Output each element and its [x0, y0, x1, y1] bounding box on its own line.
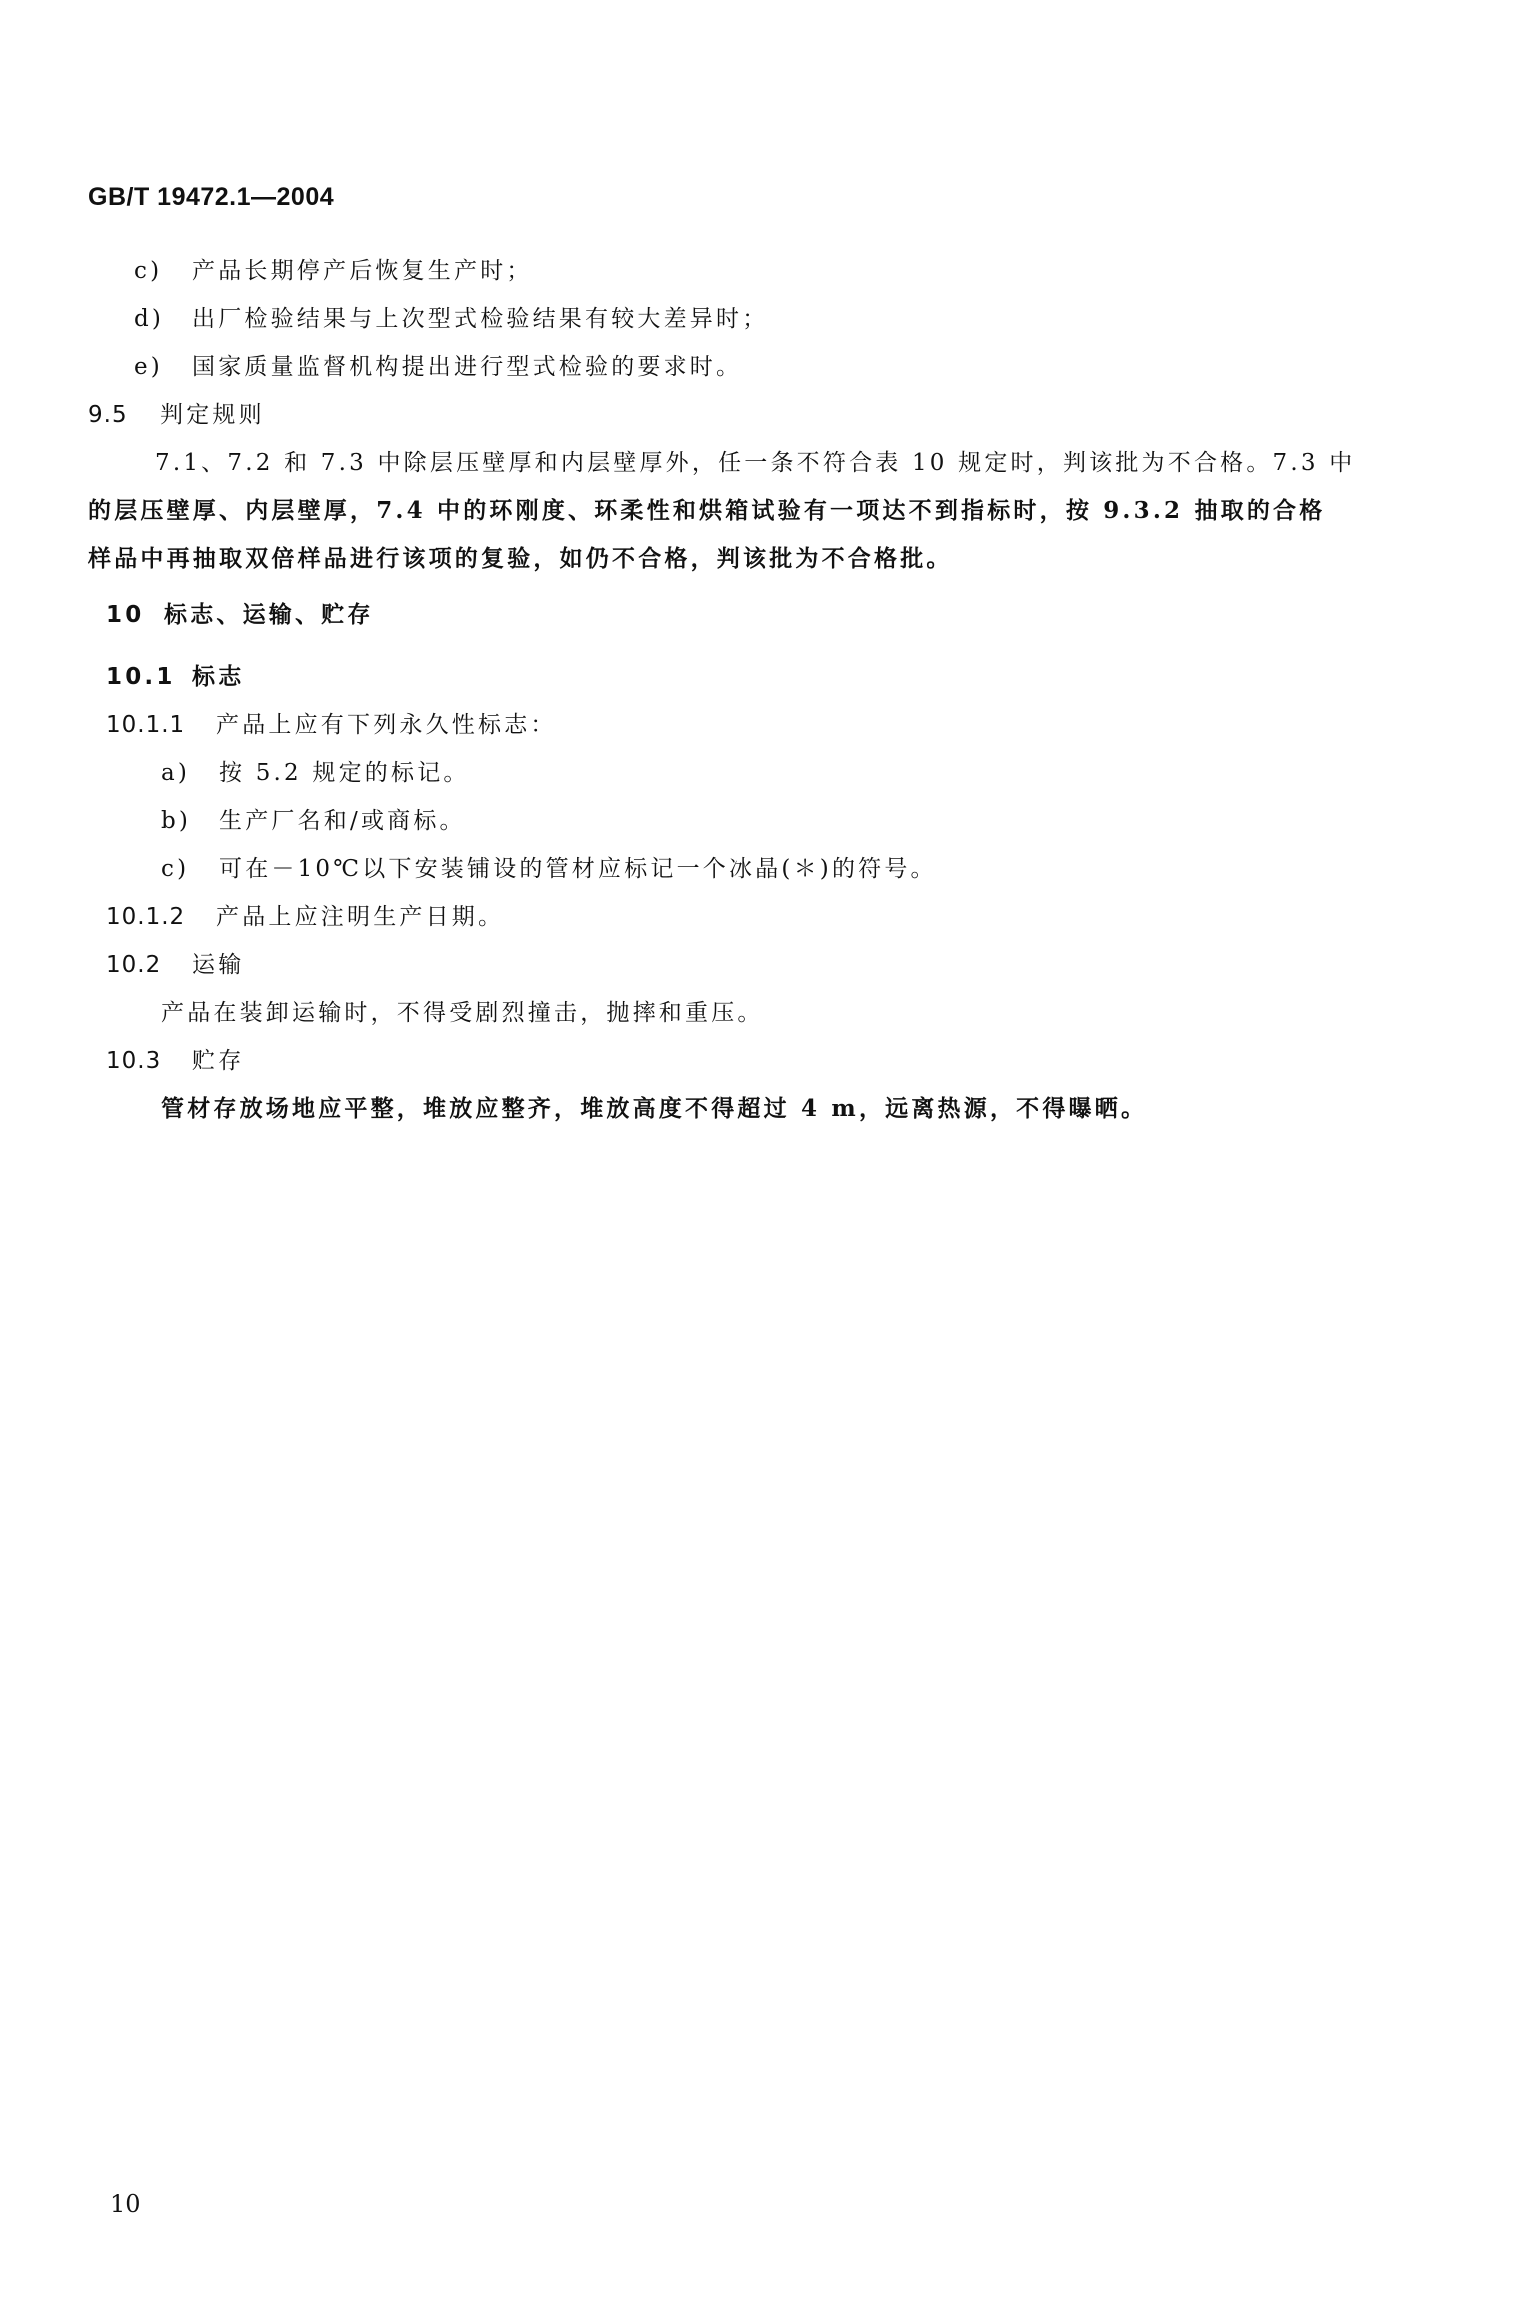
list-item [134, 350, 742, 384]
section-heading-9-5 [88, 398, 265, 432]
list-item-text: 产品长期停产后恢复生产时； [192, 258, 533, 284]
section-number: 9.5 [88, 402, 128, 428]
section-heading-10-3 [106, 1044, 244, 1078]
list-item [134, 254, 533, 288]
list-item-tag: d) [134, 306, 165, 332]
clause-number: 10.1.2 [106, 904, 186, 930]
list-item-tag: b) [161, 808, 192, 834]
list-item-tag: c) [161, 856, 190, 882]
section-heading-10-2 [106, 948, 244, 982]
list-item-text: 生产厂名和/或商标。 [219, 808, 466, 834]
clause-10-1-2 [106, 900, 504, 934]
section-title: 贮存 [192, 1048, 245, 1074]
section-title: 标志、运输、贮存 [164, 602, 374, 628]
paragraph-line: 样品中再抽取双倍样品进行该项的复验，如仍不合格，判该批为不合格批。 [88, 545, 953, 572]
page-number: 10 [110, 2190, 141, 2218]
list-item [161, 756, 470, 790]
list-item-text: 按 5.2 规定的标记。 [219, 760, 470, 786]
paragraph-line: 7.1、7.2 和 7.3 中除层压壁厚和内层壁厚外，任一条不符合表 10 规定时，判该批为不合格。7.3 中 [155, 450, 1356, 476]
clause-text: 产品上应有下列永久性标志： [216, 712, 557, 738]
list-item [161, 804, 466, 838]
list-item [161, 852, 937, 886]
section-heading-10 [106, 598, 374, 632]
clause-text: 产品上应注明生产日期。 [216, 904, 505, 930]
section-title: 判定规则 [160, 402, 265, 428]
section-number: 10.2 [106, 952, 162, 978]
list-item-text: 出厂检验结果与上次型式检验结果有较大差异时； [192, 306, 769, 332]
list-item-tag: e) [134, 354, 163, 380]
list-item-text: 可在－10℃以下安装铺设的管材应标记一个冰晶(＊)的符号。 [219, 856, 937, 882]
section-title: 运输 [192, 952, 245, 978]
paragraph-line: 管材存放场地应平整，堆放应整齐，堆放高度不得超过 4 m，远离热源，不得曝晒。 [161, 1095, 1148, 1122]
section-number: 10 [106, 602, 145, 628]
list-item [134, 302, 768, 336]
section-title: 标志 [192, 664, 245, 690]
paragraph-line: 产品在装卸运输时，不得受剧烈撞击，抛摔和重压。 [161, 1000, 764, 1026]
standard-code-header: GB/T 19472.1—2004 [88, 183, 335, 211]
section-number: 10.3 [106, 1048, 162, 1074]
paragraph-line: 的层压壁厚、内层壁厚，7.4 中的环刚度、环柔性和烘箱试验有一项达不到指标时，按 9.3.2 抽取的合格 [88, 497, 1326, 524]
section-heading-10-1 [106, 660, 244, 694]
list-item-tag: c) [134, 258, 163, 284]
list-item-tag: a) [161, 760, 191, 786]
list-item-text: 国家质量监督机构提出进行型式检验的要求时。 [192, 354, 743, 380]
section-number: 10.1 [106, 664, 176, 690]
clause-10-1-1 [106, 708, 557, 742]
clause-number: 10.1.1 [106, 712, 186, 738]
